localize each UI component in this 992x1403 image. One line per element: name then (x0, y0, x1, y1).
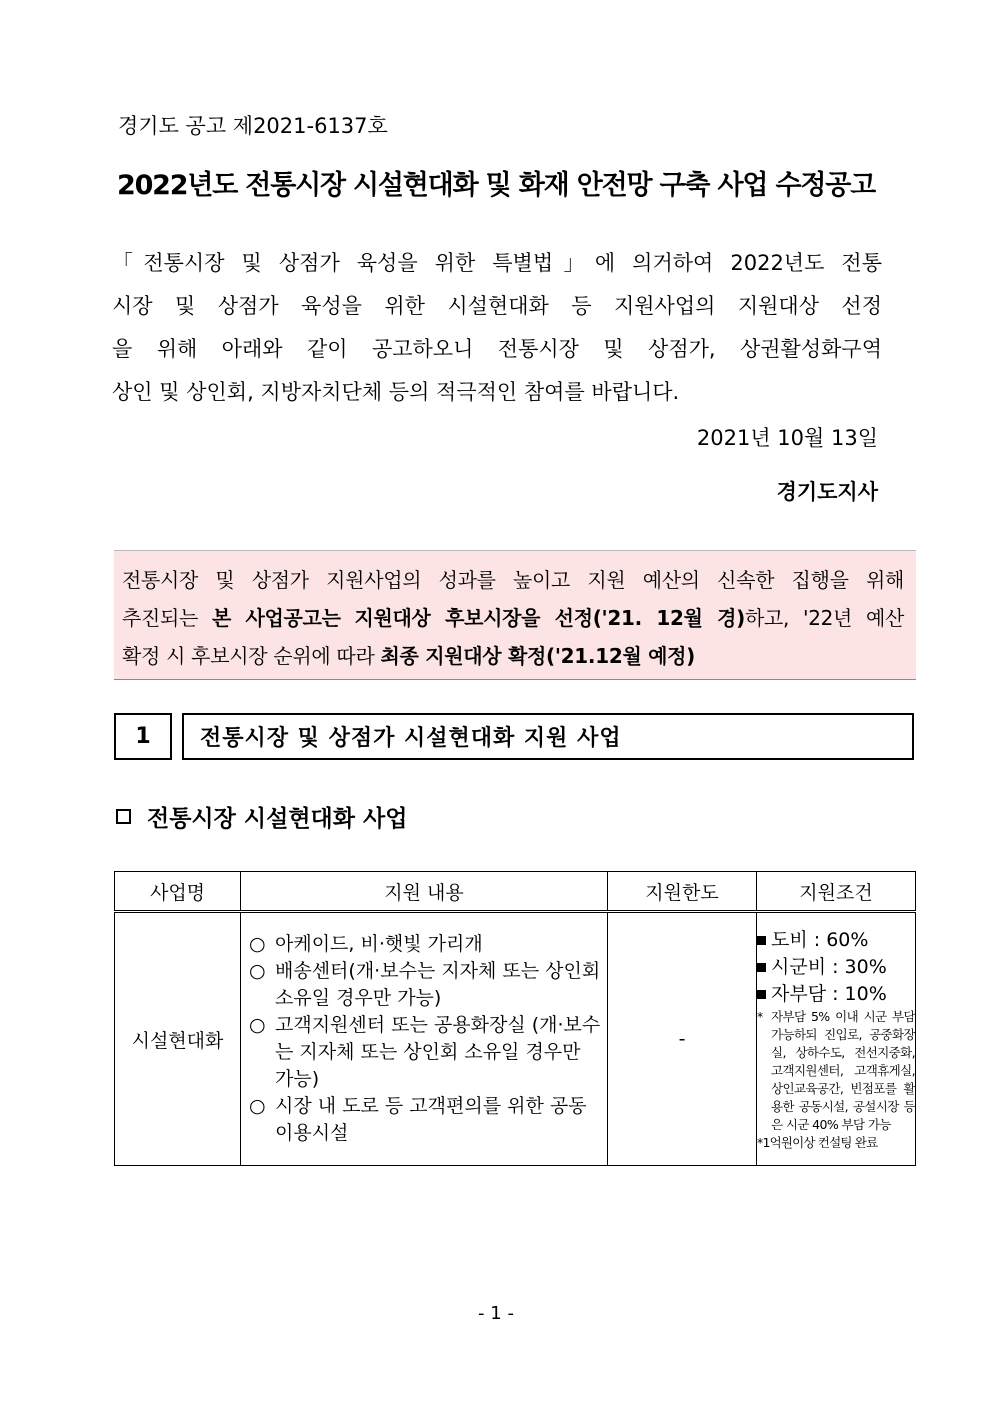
condition-item (757, 981, 915, 1008)
list-item (249, 1012, 601, 1093)
header-business-name: 사업명 (115, 872, 241, 912)
circle-bullet-icon: ○ (249, 960, 266, 982)
document-title: 2022년도 전통시장 시설현대화 및 화재 안전망 구축 사업 수정공고 (117, 170, 875, 201)
black-square-icon (757, 990, 766, 999)
callout-line (122, 637, 904, 675)
square-bullet-icon (116, 809, 131, 824)
header-support-limit: 지원한도 (608, 872, 757, 912)
support-table (114, 871, 916, 1166)
section-number: 1 (114, 713, 172, 760)
black-square-icon (757, 963, 766, 972)
callout-text: 추진되는 (122, 606, 212, 630)
condition-text: 도비 : 60% (771, 928, 869, 951)
condition-text: 시군비 : 30% (771, 955, 887, 978)
table-header-row (115, 872, 916, 912)
notice-callout-box (114, 550, 916, 680)
condition-note-text: 자부담 5% 이내 시군 부담 가능하되 진입로, 공중화장실, 상하수도, 전선지중화, 고객지원센터, 고객휴게실, 상인교육공간, 빈점포를 활용한 공동시설, 공설시장 등은 시군 40% 부담 가능 (771, 1008, 915, 1132)
intro-line: 을 위해 아래와 같이 공고하오니 전통시장 및 상점가, 상권활성화구역 (112, 337, 882, 361)
circle-bullet-icon: ○ (249, 933, 266, 955)
callout-text (341, 606, 355, 630)
condition-text: 자부담 : 10% (771, 982, 887, 1005)
condition-item (757, 954, 915, 981)
circle-bullet-icon: ○ (249, 1014, 266, 1036)
content-text: 아케이드, 비·햇빛 가리개 (275, 933, 483, 955)
condition-item (757, 927, 915, 954)
asterisk-icon: * (757, 1008, 763, 1024)
support-condition-cell (757, 912, 916, 1166)
notice-number: 경기도 공고 제2021-6137호 (118, 114, 388, 138)
black-square-icon (757, 936, 766, 945)
callout-emphasis: 본 사업공고는 (211, 606, 341, 630)
issuer: 경기도지사 (776, 480, 878, 504)
list-item (249, 931, 601, 958)
intro-line: 「전통시장 및 상점가 육성을 위한 특별법」에 의거하여 2022년도 전통 (112, 251, 882, 275)
content-text: 배송센터(개·보수는 지자체 또는 상인회 소유일 경우만 가능) (275, 960, 601, 1009)
callout-text: 하고, '22년 예산 (745, 606, 904, 630)
list-item (249, 958, 601, 1012)
business-name-cell: 시설현대화 (115, 912, 241, 1166)
subsection-heading (116, 800, 407, 833)
intro-line: 시장 및 상점가 육성을 위한 시설현대화 등 지원사업의 지원대상 선정 (112, 294, 882, 318)
intro-paragraph (112, 242, 882, 414)
header-support-condition: 지원조건 (757, 872, 916, 912)
intro-line: 상인 및 상인회, 지방자치단체 등의 적극적인 참여를 바랍니다. (112, 380, 680, 404)
support-content-cell (241, 912, 608, 1166)
list-item (249, 1093, 601, 1147)
callout-line (122, 599, 904, 637)
section-title: 전통시장 및 상점가 시설현대화 지원 사업 (182, 713, 914, 760)
circle-bullet-icon: ○ (249, 1095, 266, 1117)
callout-text: 확정 시 후보시장 순위에 따라 (122, 644, 381, 668)
callout-emphasis: 최종 지원대상 확정('21.12월 예정) (380, 644, 696, 668)
callout-emphasis: 지원대상 후보시장을 선정('21. 12월 경) (354, 606, 746, 630)
content-text: 시장 내 도로 등 고객편의를 위한 공동이용시설 (275, 1095, 587, 1144)
notice-date: 2021년 10월 13일 (696, 426, 878, 450)
table-row (115, 912, 916, 1166)
callout-line: 전통시장 및 상점가 지원사업의 성과를 높이고 지원 예산의 신속한 집행을 위해 (122, 568, 904, 592)
content-text: 고객지원센터 또는 공용화장실 (개·보수는 지자체 또는 상인회 소유일 경우만 가능) (275, 1014, 601, 1090)
condition-note-consulting: *1억원이상 컨설팅 완료 (757, 1134, 878, 1150)
support-limit-cell: - (608, 912, 757, 1166)
page-number: - 1 - (478, 1303, 514, 1324)
condition-note (757, 1008, 915, 1134)
subsection-title: 전통시장 시설현대화 사업 (147, 806, 408, 832)
header-support-content: 지원 내용 (241, 872, 608, 912)
